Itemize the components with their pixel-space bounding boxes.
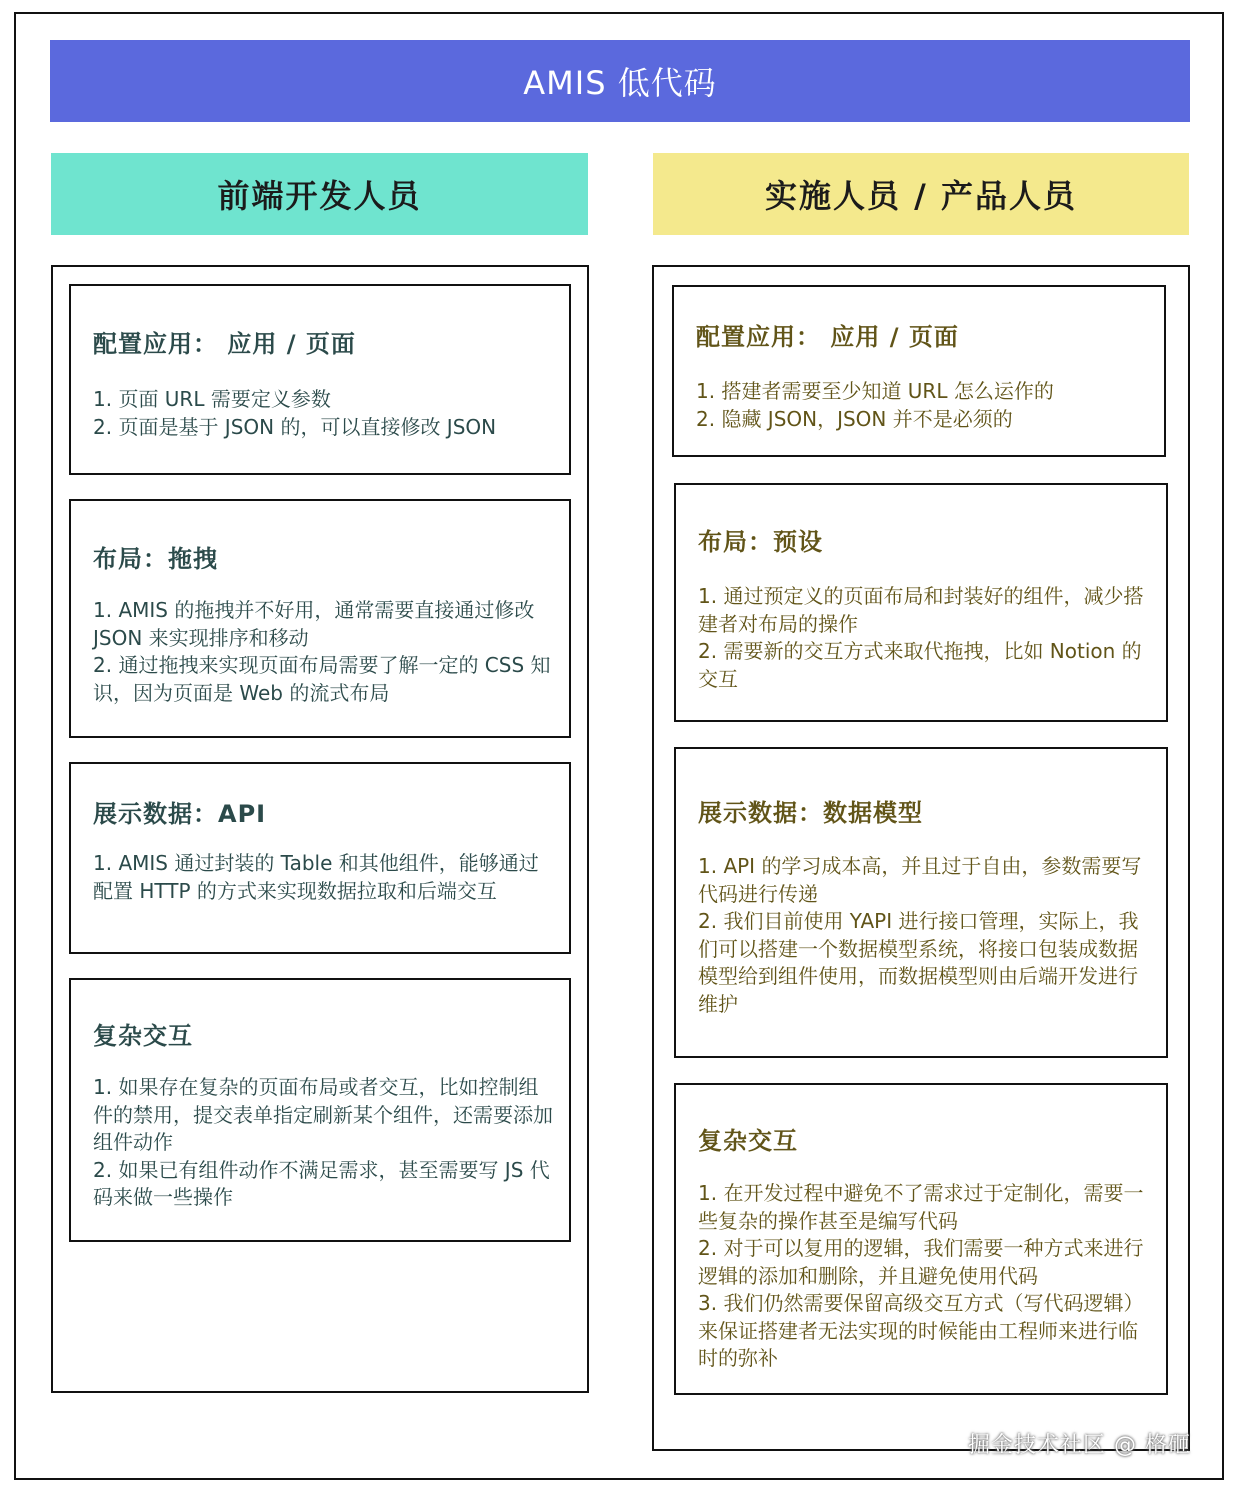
card-line: 2. 如果已有组件动作不满足需求，甚至需要写 JS 代码来做一些操作	[93, 1157, 550, 1209]
card-body	[698, 853, 1150, 1018]
right-card-interaction	[674, 1083, 1168, 1395]
card-line: 1. AMIS 的拖拽并不好用，通常需要直接通过修改 JSON 来实现排序和移动	[93, 598, 535, 650]
card-title: 配置应用： 应用 / 页面	[93, 330, 356, 358]
card-line: 1. 在开发过程中避免不了需求过于定制化，需要一些复杂的操作甚至是编写代码	[698, 1181, 1144, 1233]
right-card-layout	[674, 483, 1168, 722]
left-card-interaction	[69, 978, 571, 1242]
card-line: 2. 对于可以复用的逻辑，我们需要一种方式来进行逻辑的添加和删除，并且避免使用代码	[698, 1236, 1144, 1288]
card-line: 1. 如果存在复杂的页面布局或者交互，比如控制组件的禁用，提交表单指定刷新某个组件，还需要添加组件动作	[93, 1075, 553, 1154]
diagram-title: AMIS 低代码	[50, 40, 1190, 122]
card-body	[696, 378, 1148, 433]
card-title: 展示数据：数据模型	[698, 799, 923, 827]
card-line: 1. 通过预定义的页面布局和封装好的组件，减少搭建者对布局的操作	[698, 584, 1144, 636]
left-column-title: 前端开发人员	[51, 153, 588, 235]
watermark: 掘金技术社区 @ 格砸	[968, 1433, 1191, 1458]
right-card-data	[674, 747, 1168, 1058]
card-line: 2. 我们目前使用 YAPI 进行接口管理，实际上，我们可以搭建一个数据模型系统，将接口包装成数据模型给到组件使用，而数据模型则由后端开发进行维护	[698, 909, 1139, 1016]
card-body	[93, 1074, 553, 1212]
card-line: 2. 需要新的交互方式来取代拖拽，比如 Notion 的交互	[698, 639, 1142, 691]
card-body	[93, 597, 553, 707]
card-title: 布局：预设	[698, 528, 823, 556]
card-title: 展示数据：API	[93, 800, 267, 828]
card-line: 1. API 的学习成本高，并且过于自由，参数需要写代码进行传递	[698, 854, 1142, 906]
right-column-title: 实施人员 / 产品人员	[653, 153, 1189, 235]
card-title: 复杂交互	[698, 1127, 798, 1155]
card-line: 3. 我们仍然需要保留高级交互方式（写代码逻辑）来保证搭建者无法实现的时候能由工程师来进行临时的弥补	[698, 1291, 1144, 1370]
card-body	[93, 850, 553, 905]
card-line: 2. 页面是基于 JSON 的，可以直接修改 JSON	[93, 414, 497, 439]
left-card-layout	[69, 499, 571, 738]
left-card-config	[69, 284, 571, 475]
card-line: 1. AMIS 通过封装的 Table 和其他组件，能够通过配置 HTTP 的方式来实现数据拉取和后端交互	[93, 851, 539, 903]
card-body	[698, 583, 1150, 693]
card-title: 配置应用： 应用 / 页面	[696, 323, 959, 351]
left-card-data	[69, 762, 571, 954]
card-line: 2. 通过拖拽来实现页面布局需要了解一定的 CSS 知识，因为页面是 Web 的流式布局	[93, 653, 551, 705]
right-card-config	[672, 285, 1166, 457]
card-line: 2. 隐藏 JSON，JSON 并不是必须的	[696, 406, 1013, 431]
card-body	[93, 386, 553, 441]
card-line: 1. 搭建者需要至少知道 URL 怎么运作的	[696, 379, 1054, 403]
card-title: 复杂交互	[93, 1022, 193, 1050]
card-body	[698, 1180, 1150, 1373]
card-title: 布局：拖拽	[93, 545, 218, 573]
card-line: 1. 页面 URL 需要定义参数	[93, 387, 331, 411]
